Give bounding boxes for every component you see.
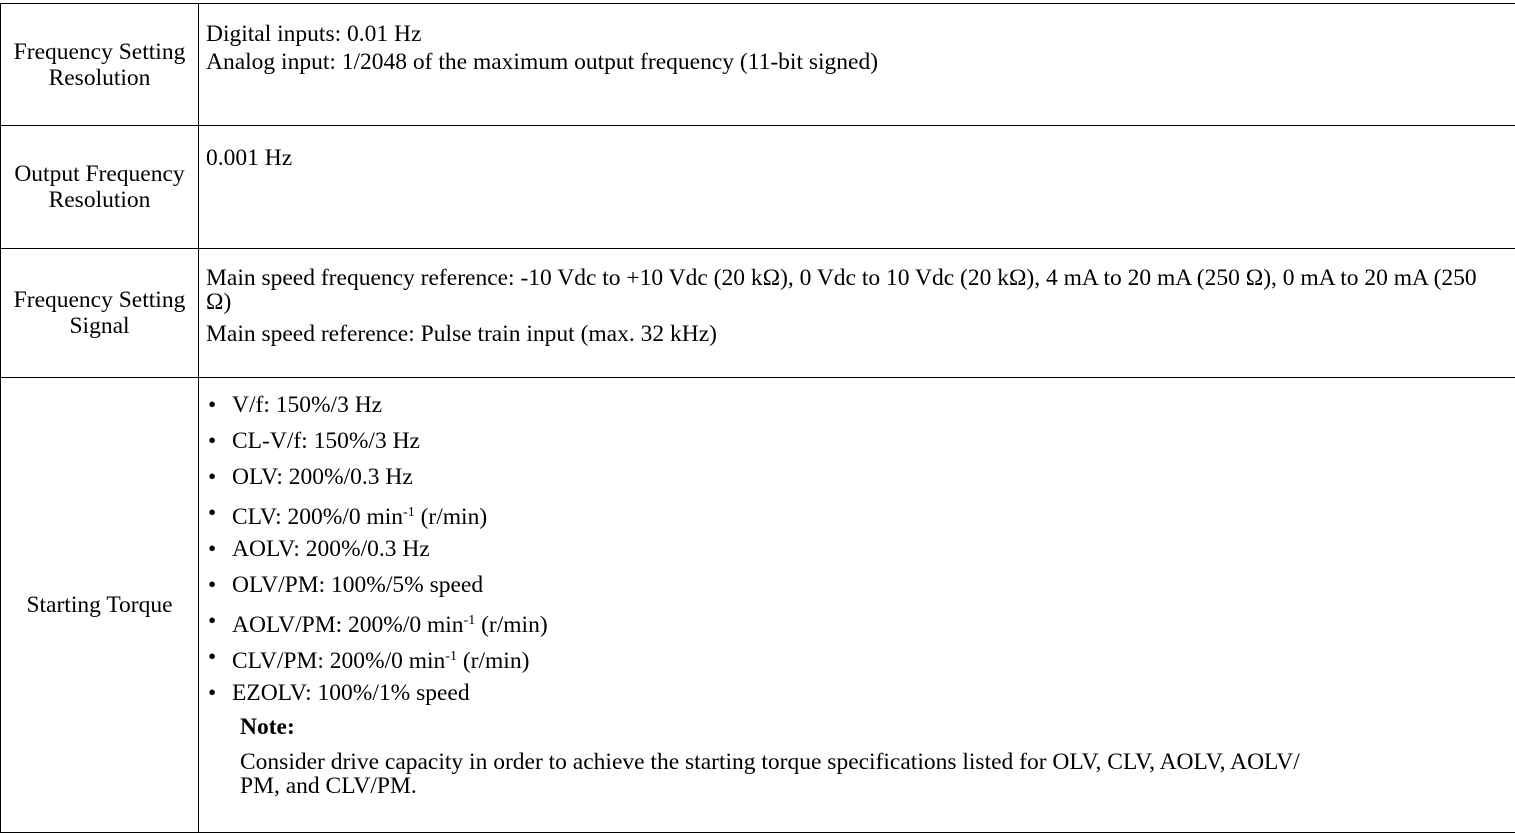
note-title: Note: — [240, 714, 1501, 740]
list-item: • EZOLV: 100%/1% speed — [206, 680, 1501, 716]
specification-table — [0, 3, 1515, 833]
value-line: Analog input: 1/2048 of the maximum output frequency (11-bit signed) — [206, 50, 1501, 74]
row-label: Output Frequency Resolution — [1, 126, 199, 249]
list-item: • OLV/PM: 100%/5% speed — [206, 572, 1501, 608]
value-line: Main speed frequency reference: -10 Vdc to +10 Vdc (20 kΩ), 0 Vdc to 10 Vdc (20 kΩ), 4 mA to 20 mA (250 Ω), 0 mA to 20 mA (250 Ω) — [206, 266, 1501, 314]
row-value — [199, 378, 1515, 833]
note-text: Consider drive capacity in order to achieve the starting torque specifications listed for OLV, CLV, AOLV, AOLV/ PM, and CLV/PM. — [240, 750, 1501, 798]
row-label: Frequency Setting Resolution — [1, 4, 199, 126]
table-row — [1, 249, 1515, 378]
list-item: • CLV: 200%/0 $\min^{-1} (r/\min)$ — [206, 500, 1501, 536]
bullet-icon: • — [208, 572, 216, 598]
row-value — [199, 249, 1515, 378]
row-value — [199, 126, 1515, 249]
bullet-icon: • — [208, 500, 216, 526]
bullet-icon: • — [208, 680, 216, 706]
list-item: • V/f: 150%/3 Hz — [206, 392, 1501, 428]
bullet-icon: • — [208, 428, 216, 454]
bullet-icon: • — [208, 392, 216, 418]
list-item: • AOLV: 200%/0.3 Hz — [206, 536, 1501, 572]
list-item: • CLV/PM: 200%/0 $\min^{-1} (r/\min)$ — [206, 644, 1501, 680]
value-line: Main speed reference: Pulse train input (max. 32 kHz) — [206, 322, 1501, 346]
bullet-icon: • — [208, 608, 216, 634]
list-item: • AOLV/PM: 200%/0 $\min^{-1} (r/\min)$ — [206, 608, 1501, 644]
value-line: 0.001 Hz — [206, 146, 1501, 170]
table-row — [1, 126, 1515, 249]
row-label: Frequency Setting Signal — [1, 249, 199, 378]
table-row — [1, 4, 1515, 126]
row-value — [199, 4, 1515, 126]
row-label: Starting Torque — [1, 378, 199, 833]
value-line: Digital inputs: 0.01 Hz — [206, 22, 1501, 46]
list-item: • CL-V/f: 150%/3 Hz — [206, 428, 1501, 464]
list-item: • OLV: 200%/0.3 Hz — [206, 464, 1501, 500]
bullet-icon: • — [208, 536, 216, 562]
note-block — [206, 714, 1501, 798]
bullet-list — [206, 392, 1501, 716]
bullet-icon: • — [208, 464, 216, 490]
table-row — [1, 378, 1515, 833]
bullet-icon: • — [208, 644, 216, 670]
